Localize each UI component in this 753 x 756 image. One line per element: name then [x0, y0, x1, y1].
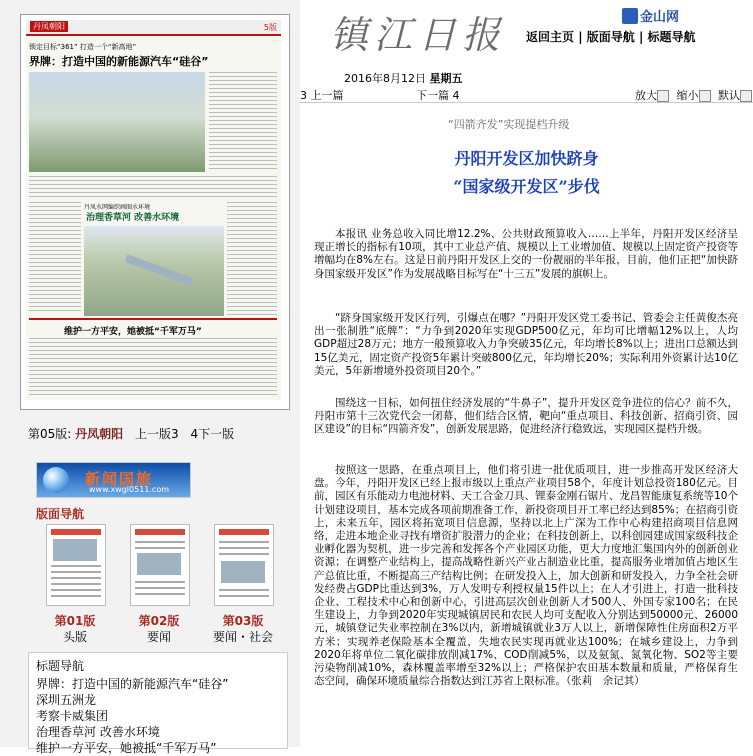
- paper-divider: [29, 318, 277, 320]
- thumb-line: [219, 547, 269, 549]
- globe-icon: [43, 467, 69, 493]
- thumb-01-name[interactable]: 头版: [62, 630, 87, 644]
- ad-banner[interactable]: [36, 462, 191, 498]
- paper-text-column: [209, 72, 277, 172]
- article-paragraph: 围绕这一目标，如何扭住经济发展的“牛鼻子”，提升开发区竞争进位的信心？前不久，丹阳市第十三次党代会一闭幕，他们结合区情，靶向“重点项目、科技创新、招商引资、园区建设”的目标“四箭齐发”，创新发展思路，促进经济行稳致远，实现园区提档升级。: [314, 397, 738, 436]
- title-nav-item[interactable]: 维护一方平安，她被抵“千军万马”: [36, 741, 217, 755]
- paper-river-shape: [125, 254, 194, 285]
- section-nav-link[interactable]: 版面导航: [586, 30, 635, 44]
- page-thumb-01[interactable]: [46, 524, 106, 606]
- article-headline-line1: 丹阳开发区加快跻身: [454, 149, 599, 168]
- newspaper-logo[interactable]: 镇江日报: [330, 13, 507, 57]
- article-paragraph: “跻身国家级开发区行列，引爆点在哪？”丹阳开发区党工委书记、管委会主任黄俊杰亮出一张制胜“底牌”：“力争到2020年实现GDP500亿元，年均可比增幅12%以上，人均GDP超过28万元；地方一般预算收入力争突破35亿元，年均增长8%以上；进出口总额达到15亿美元，固定资产投资5年累计突破800亿元，年均增长20%；实际利用外资累计达10亿美元，5年新增境外投资项目20个。”: [314, 312, 738, 377]
- thumb-line: [51, 571, 101, 573]
- thumb-02-number[interactable]: 第02版: [138, 614, 180, 628]
- title-nav-title: 标题导航: [36, 659, 85, 673]
- title-nav-list: [36, 676, 228, 756]
- page-switcher: [28, 425, 234, 442]
- zoom-default-button[interactable]: 默认: [718, 89, 740, 102]
- partner-logo-text[interactable]: 金山网: [640, 10, 680, 25]
- issue-weekday: 星期五: [429, 72, 463, 85]
- article-headline-line2: “国家级开发区”步伐: [453, 177, 600, 196]
- home-link[interactable]: 返回主页: [526, 30, 575, 44]
- thumb-masthead: [219, 529, 269, 535]
- thumb-line: [219, 589, 269, 591]
- zoom-default-icon[interactable]: [740, 90, 752, 102]
- paper-text-column-3: [227, 202, 277, 322]
- paper-kicker: 锁定目标“361” 打造一个“新高地”: [29, 43, 137, 51]
- thumb-line: [135, 587, 185, 589]
- thumb-line: [51, 589, 101, 591]
- article-paragraph: 按照这一思路，在重点项目上，他们将引进一批优质项目，进一步推高开发区经济大盘。今年，丹阳开发区已经上报市级以上重点产业项目58个，年度计划总投资180亿元。目前，园区有乐能动力电池材料、天工合金刀具、锂泰金刚石锯片、龙昌智能康复系统等10个计划建设项目，基本完成各项前期准备工作，新投资项目开工率已经达到85%；在招商引资上，未来五年，园区将拓宽项目信息源，坚持以北上广深为工作中心构建招商项目信息网络，走进本地企业寻找有增资扩股潜力的企业；在科技创新上，以科创园建成国家级科技企业孵化器为契机，进一步完善和发挥各个产业园区功能，更大力度地汇集国内外的创新创业资源；在调整产业结构上，提高战略性新兴产业占制造业比重，提高服务业增加值占地区生产总值比重，不断提高三产结构比例；在研发投入上，加大创新和研发投入，力争全社会研发经费占GDP比重达到3%，万人发明专利授权量15件以上；在人才引进上，打造一批科技企业、工程技术中心和创新中心，引进高层次创业创新人才500人、外国专家100名；在民生建设上，力争到2020年实现城镇居民和农民人均可支配收入分别达到50000元、26000元，城镇登记失业率控制在3%以内，新增城镇就业3万人以上，新增保障性住房面积2万平方米；实现养老保险基本全覆盖，失地农民实现再就业达100%；在城乡建设上，力争到2020年将单位二氧化碳排放削减17%、COD削减5%，以及氨氮、氮氧化物、SO2等主要污染物削减10%，森林覆盖率增至32%以上；严格保护农田基本数量和质量，严格保育生态空间，确保环境质量综合指数达到江苏省上限标准。（张莉 余记其）: [314, 464, 738, 688]
- thumb-line: [51, 577, 101, 579]
- thumb-02-name[interactable]: 要闻: [146, 630, 171, 644]
- thumb-line: [135, 593, 185, 595]
- thumb-masthead: [135, 529, 185, 535]
- issue-date: 2016年8月12日: [344, 72, 426, 85]
- banner-url: www.xwgl0511.com: [89, 485, 170, 494]
- thumb-line: [51, 583, 101, 585]
- page-thumb-02[interactable]: [130, 524, 190, 606]
- title-nav-item[interactable]: 界牌：打造中国的新能源汽车“硅谷”: [36, 677, 229, 691]
- banner-title: 新闻国旅: [85, 470, 154, 488]
- title-nav-item[interactable]: 治理香草河 改善水环境: [36, 725, 160, 739]
- paper-text-bottom: [29, 338, 277, 396]
- paper-story3-headline: 维护一方平安，她被抵“千军万马”: [64, 327, 202, 337]
- title-nav-item[interactable]: 考察卡威集团: [36, 709, 109, 723]
- zoom-in-icon[interactable]: [657, 90, 669, 102]
- paper-masthead: [26, 20, 281, 36]
- paper-section-tag: 丹凤朝阳: [30, 21, 68, 32]
- paper-photo-river: [84, 226, 224, 316]
- paper-text-row: [29, 176, 277, 200]
- thumb-line: [219, 595, 269, 597]
- next-page-link[interactable]: 4下一版: [190, 427, 235, 441]
- thumb-photo: [221, 561, 265, 583]
- thumb-line: [135, 541, 185, 543]
- paper-story2-headline: 治理香草河 改善水环境: [86, 213, 180, 223]
- title-nav-link[interactable]: 标题导航: [647, 30, 696, 44]
- header-divider: [300, 102, 753, 103]
- thumb-photo: [53, 539, 97, 561]
- title-nav-item[interactable]: 深圳五洲龙: [36, 693, 97, 707]
- kingsoft-logo-icon: [622, 8, 638, 24]
- zoom-out-icon[interactable]: [699, 90, 711, 102]
- thumb-01-number[interactable]: 第01版: [54, 614, 96, 628]
- paper-text-column-2: [29, 202, 81, 312]
- thumb-line: [219, 553, 269, 555]
- prev-page-link[interactable]: 上一版3: [135, 427, 179, 441]
- page-thumb-03[interactable]: [214, 524, 274, 606]
- paper-photo-factory: [29, 72, 205, 172]
- thumb-line: [219, 541, 269, 543]
- paper-page-label: 5版: [263, 23, 277, 32]
- thumb-line: [135, 581, 185, 583]
- article-kicker: “四箭齐发”实现提档升级: [448, 118, 570, 131]
- thumb-masthead: [51, 529, 101, 535]
- next-article-link[interactable]: 下一篇 4: [416, 89, 460, 102]
- zoom-in-button[interactable]: 放大: [635, 89, 657, 102]
- thumb-photo: [137, 553, 181, 575]
- current-page-name: 丹凤朝阳: [75, 427, 124, 441]
- prev-article-link[interactable]: 3 上一篇: [300, 89, 344, 102]
- current-page-number: 第05版:: [28, 427, 72, 441]
- zoom-controls: [635, 87, 753, 103]
- thumb-03-number[interactable]: 第03版: [222, 614, 264, 628]
- thumb-line: [135, 547, 185, 549]
- top-nav: 返回主页 | 版面导航 | 标题导航: [526, 30, 696, 44]
- newspaper-page-image[interactable]: [26, 20, 281, 400]
- thumb-line: [51, 565, 101, 567]
- article-paragraph: 本报讯 业务总收入同比增12.2%、公共财政预算收入……上半年，丹阳开发区经济呈现正增长的指标有10项，其中工业总产值、规模以上工业增加值、规模以上固定资产投资等增幅均在8%左右。这是日前丹阳开发区上交的一份靓丽的半年报，目前，他们正把“加快跻身国家级开发区”作为发展战略目标写在“十三五”发展的旗帜上。: [314, 228, 738, 280]
- thumb-line: [51, 595, 101, 597]
- date-line: [344, 70, 463, 86]
- section-nav-title: 版面导航: [36, 507, 85, 521]
- thumb-03-name[interactable]: 要闻・社会: [212, 630, 273, 644]
- paper-story2-kicker: 丹凤水网编织画圈水环境: [84, 204, 151, 211]
- zoom-out-button[interactable]: 缩小: [676, 89, 699, 102]
- paper-headline: 界牌：打造中国的新能源汽车“硅谷”: [29, 55, 209, 68]
